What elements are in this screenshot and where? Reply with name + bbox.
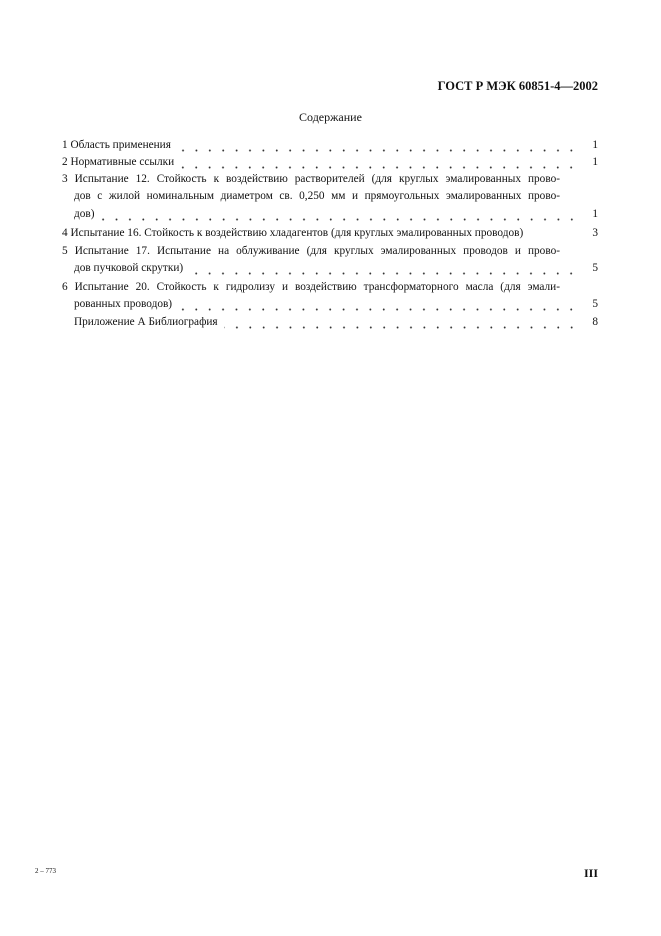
document-header: ГОСТ Р МЭК 60851-4—2002 [437, 79, 598, 93]
toc-entry-text: 5 Испытание 17. Испытание на облуживание (для круглых эмалированных проводов и прово- [62, 245, 560, 257]
print-code: 2 – 773 [35, 867, 56, 875]
toc-entry[interactable] [62, 281, 598, 297]
toc-entry-text: 4 Испытание 16. Стойкость к воздействию хладагентов (для круглых эмалированных проводов) [62, 227, 524, 239]
toc-page-number: 3 [592, 227, 598, 239]
dot-leader [180, 159, 578, 169]
toc-entry-text: 3 Испытание 12. Стойкость к воздействию растворителей (для круглых эмалированных прово- [62, 173, 560, 185]
toc-entry-text: 2 Нормативные ссылки [62, 156, 175, 168]
toc-page-number: 5 [592, 298, 598, 310]
page-title: Содержание [299, 110, 362, 124]
toc-entry[interactable] [62, 156, 598, 172]
toc-entry[interactable] [74, 316, 598, 332]
page-number: III [583, 866, 598, 880]
toc-page-number: 5 [592, 262, 598, 274]
toc-entry[interactable] [62, 245, 598, 261]
toc-page-number: 1 [592, 208, 598, 220]
toc-page-number: 1 [592, 156, 598, 168]
dot-leader [189, 265, 578, 275]
toc-entry-text: дов) [74, 208, 95, 220]
toc-entry-text: 1 Область применения [62, 139, 171, 151]
dot-leader [178, 301, 578, 311]
dot-leader [101, 211, 579, 221]
toc-entry-continuation [74, 262, 598, 278]
toc-page-number: 1 [592, 139, 598, 151]
toc-entry-continuation [74, 208, 598, 224]
toc-entry-text: рованных проводов) [74, 298, 173, 310]
toc-entry[interactable] [62, 139, 598, 155]
toc-entry-text: дов пучковой скрутки) [74, 262, 184, 274]
toc-entry-continuation [74, 190, 598, 206]
toc-entry-text: 6 Испытание 20. Стойкость к гидролизу и воздействию трансформаторного масла (для эмали- [62, 281, 560, 293]
toc-entry-text: дов с жилой номинальным диаметром св. 0,250 мм и прямоугольных эмалированных прово- [74, 190, 560, 202]
toc-entry-continuation [74, 298, 598, 314]
toc-page-number: 8 [592, 316, 598, 328]
dot-leader [177, 142, 578, 152]
toc-entry[interactable] [62, 227, 598, 243]
toc-entry[interactable] [62, 173, 598, 189]
dot-leader [224, 319, 578, 329]
toc-entry-text: Приложение А Библиография [74, 316, 218, 328]
